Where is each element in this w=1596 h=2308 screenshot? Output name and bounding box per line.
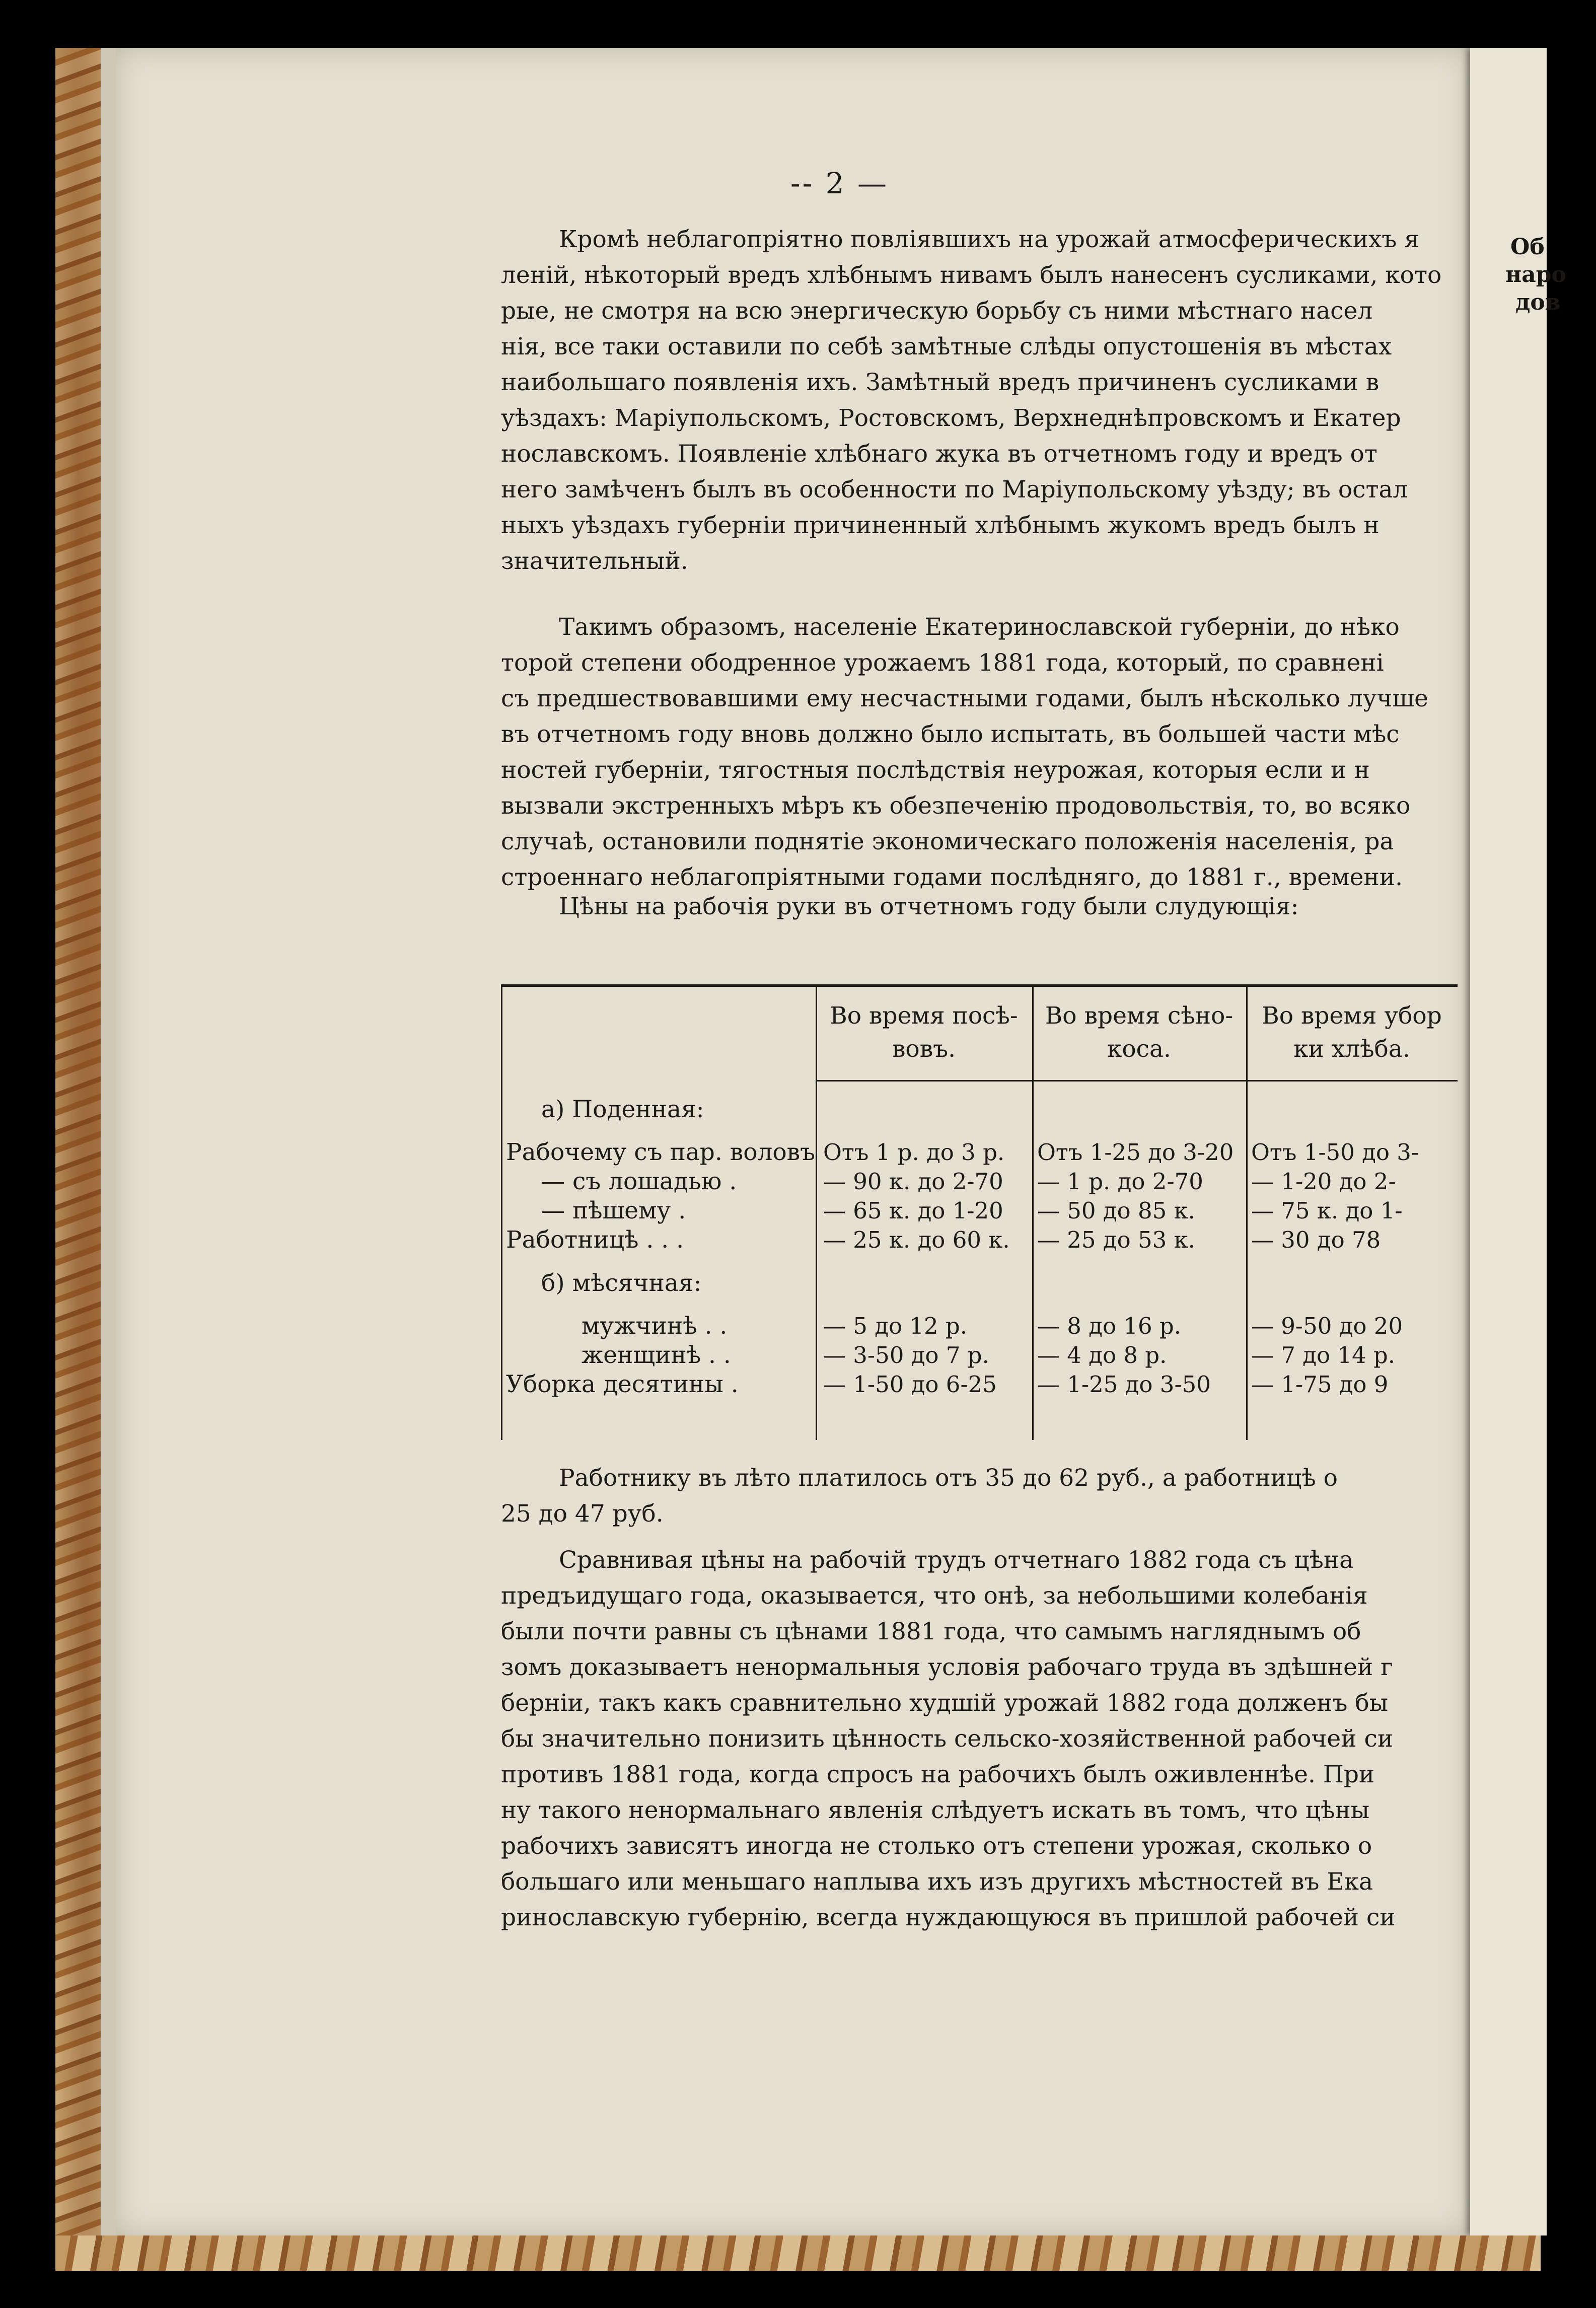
table-cell: — 25 до 53 к. bbox=[1037, 1227, 1195, 1253]
text-line: зомъ доказываетъ ненормальныя условія рабочаго труда въ здѣшней г bbox=[501, 1653, 1393, 1681]
text-line: ну такого ненормальнаго явленія слѣдуетъ искать въ томъ, что цѣны bbox=[501, 1796, 1370, 1824]
text-line: 25 до 47 руб. bbox=[501, 1500, 664, 1528]
page-edge bbox=[101, 48, 116, 2235]
text-line: большаго или меньшаго наплыва ихъ изъ другихъ мѣстностей въ Ека bbox=[501, 1868, 1373, 1896]
text-line: строеннаго неблагопріятными годами послѣдняго, до 1881 г., времени. bbox=[501, 863, 1403, 891]
text-line: съ предшествовавшими ему несчастными годами, былъ нѣсколько лучше bbox=[501, 685, 1428, 712]
paragraph-price-comparison bbox=[501, 1542, 1437, 1935]
text-line: рабочихъ зависятъ иногда не столько отъ степени урожая, сколько о bbox=[501, 1832, 1372, 1860]
text-line: вызвали экстренныхъ мѣръ къ обезпеченію продовольствія, то, во всяко bbox=[501, 792, 1411, 820]
row-label: — пѣшему . bbox=[541, 1197, 686, 1224]
paragraph-population bbox=[501, 609, 1437, 895]
row-label: женщинѣ . . bbox=[582, 1341, 731, 1369]
text-line: нія, все таки оставили по себѣ замѣтные слѣды опустошенія въ мѣстах bbox=[501, 333, 1392, 360]
table-cell: — 1-50 до 6-25 bbox=[823, 1371, 997, 1398]
table-cell: — 7 до 14 р. bbox=[1251, 1342, 1396, 1368]
paragraph-summer-wages bbox=[501, 1460, 1437, 1532]
adjacent-page-fragment: дов bbox=[1515, 290, 1561, 315]
table-cell: — 65 к. до 1-20 bbox=[823, 1197, 1003, 1224]
text-line: него замѣченъ былъ въ особенности по Маріупольскому уѣзду; въ остал bbox=[501, 476, 1408, 503]
header-harvest: Во время убор ки хлѣба. bbox=[1262, 1002, 1442, 1063]
table-cell: — 50 до 85 к. bbox=[1037, 1197, 1195, 1224]
adjacent-page bbox=[1470, 48, 1566, 2235]
bottom-cover-edge bbox=[55, 2235, 1541, 2271]
table-cell: — 25 к. до 60 к. bbox=[823, 1227, 1010, 1253]
text-line: значительный. bbox=[501, 547, 688, 575]
text-line: предъидущаго года, оказывается, что онѣ, за небольшими колебанія bbox=[501, 1582, 1368, 1610]
table-cell: — 75 к. до 1- bbox=[1251, 1197, 1403, 1224]
table-cell: Отъ 1 р. до 3 р. bbox=[823, 1139, 1005, 1166]
table-cell: Отъ 1-50 до 3- bbox=[1251, 1139, 1419, 1166]
labor-price-table bbox=[501, 984, 1458, 1448]
text-line: берніи, такъ какъ сравнительно худшій урожай 1882 года долженъ бы bbox=[501, 1689, 1389, 1717]
text-line: противъ 1881 года, когда спросъ на рабочихъ былъ оживленнѣе. При bbox=[501, 1761, 1375, 1788]
text-line: бы значительно понизить цѣнность сельско-хозяйственной рабочей си bbox=[501, 1725, 1394, 1753]
table-border bbox=[501, 987, 502, 1440]
table-cell: — 5 до 12 р. bbox=[823, 1313, 968, 1339]
table-cell: — 1 р. до 2-70 bbox=[1037, 1168, 1203, 1195]
text-line: торой степени ободренное урожаемъ 1881 года, который, по сравнені bbox=[501, 649, 1384, 677]
header-sowing: Во время посѣ- вовъ. bbox=[830, 1002, 1018, 1063]
text-line: рые, не смотря на всю энергическую борьбу съ ними мѣстнаго насел bbox=[501, 297, 1373, 325]
text-line: Работнику въ лѣто платилось отъ 35 до 62 руб., а работницѣ о bbox=[559, 1464, 1338, 1492]
paragraph-crop-damage bbox=[501, 222, 1442, 579]
table-cell: — 8 до 16 р. bbox=[1037, 1313, 1182, 1339]
text-line: Цѣны на рабочія руки въ отчетномъ году были слудующія: bbox=[559, 893, 1299, 920]
row-label: — съ лошадью . bbox=[541, 1168, 737, 1195]
table-cell: Отъ 1-25 до 3-20 bbox=[1037, 1139, 1234, 1166]
group-label-daily: а) Поденная: bbox=[541, 1096, 704, 1123]
text-line: въ отчетномъ году вновь должно было испытать, въ большей части мѣс bbox=[501, 720, 1400, 748]
header-haymaking: Во время сѣно- коса. bbox=[1045, 1002, 1234, 1063]
row-label: Уборка десятины . bbox=[506, 1371, 739, 1398]
text-line: леній, нѣкоторый вредъ хлѣбнымъ нивамъ былъ нанесенъ сусликами, кото bbox=[501, 261, 1442, 289]
page-number: -- 2 — bbox=[790, 166, 889, 200]
text-line: уѣздахъ: Маріупольскомъ, Ростовскомъ, Верхнеднѣпровскомъ и Екатер bbox=[501, 404, 1401, 432]
group-label-monthly: б) мѣсячная: bbox=[541, 1269, 702, 1297]
text-column bbox=[501, 161, 1442, 2024]
text-line: нославскомъ. Появленіе хлѣбнаго жука въ отчетномъ году и вредъ от bbox=[501, 440, 1377, 468]
table-cell: — 90 к. до 2-70 bbox=[823, 1168, 1003, 1195]
table-cell: — 9-50 до 20 bbox=[1251, 1313, 1403, 1339]
text-line: Такимъ образомъ, населеніе Екатеринославской губерніи, до нѣко bbox=[559, 613, 1400, 641]
table-header-rule bbox=[816, 1080, 1458, 1081]
paragraph-prices-intro bbox=[501, 889, 1437, 924]
row-label: Работницѣ . . . bbox=[506, 1226, 684, 1254]
text-line: наибольшаго появленія ихъ. Замѣтный вредъ причиненъ сусликами в bbox=[501, 369, 1380, 396]
table-cell: — 1-20 до 2- bbox=[1251, 1168, 1396, 1195]
text-line: были почти равны съ цѣнами 1881 года, что самымъ нагляднымъ об bbox=[501, 1618, 1361, 1645]
text-line: ныхъ уѣздахъ губерніи причиненный хлѣбнымъ жукомъ вредъ былъ н bbox=[501, 512, 1380, 539]
row-label: мужчинѣ . . bbox=[582, 1312, 728, 1340]
adjacent-page-fragment: Об bbox=[1510, 234, 1545, 260]
text-line: Сравнивая цѣны на рабочій трудъ отчетнаго 1882 года съ цѣна bbox=[559, 1546, 1354, 1574]
adjacent-page-fragment: наро bbox=[1505, 262, 1566, 287]
text-line: ринославскую губернію, всегда нуждающуюся въ пришлой рабочей си bbox=[501, 1904, 1396, 1931]
table-cell: — 1-75 до 9 bbox=[1251, 1371, 1389, 1398]
text-line: ностей губерніи, тягостныя послѣдствія неурожая, которыя если и н bbox=[501, 756, 1370, 784]
table-cell: — 4 до 8 р. bbox=[1037, 1342, 1167, 1368]
table-cell: — 1-25 до 3-50 bbox=[1037, 1371, 1211, 1398]
text-line: Кромѣ неблагопріятно повліявшихъ на урожай атмосферическихъ я bbox=[559, 226, 1419, 253]
row-label: Рабочему съ пар. воловъ bbox=[506, 1138, 816, 1166]
table-cell: — 3-50 до 7 р. bbox=[823, 1342, 989, 1368]
text-line: случаѣ, остановили поднятіе экономическаго положенія населенія, ра bbox=[501, 828, 1394, 855]
table-cell: — 30 до 78 bbox=[1251, 1227, 1381, 1253]
